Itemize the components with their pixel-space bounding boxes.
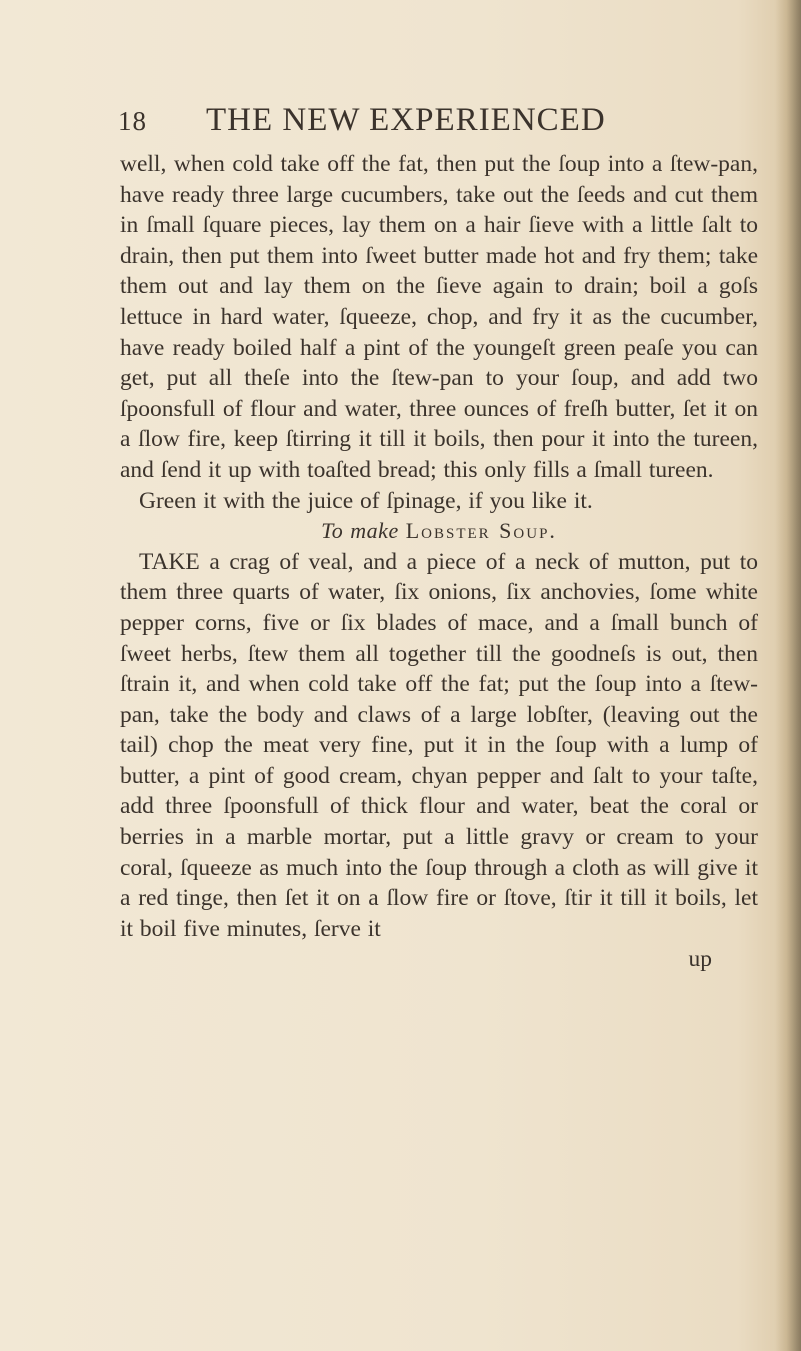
recipe-heading — [120, 516, 758, 547]
recipe-continuation-paragraph: well, when cold take off the fat, then put the ſoup into a ſtew-pan, have ready three large cucumbers, take out the ſeeds and cut them in ſmall ſquare pieces, lay them on a hair ſieve with a little ſalt to drain, then put them into ſweet butter made hot and fry them; take them out and lay them on the ſieve again to drain; boil a goſs lettuce in hard water, ſqueeze, chop, and fry it as the cucumber, have ready boiled half a pint of the youngeſt green peaſe you can get, put all theſe into the ſtew-pan to your ſoup, and add two ſpoonsfull of flour and water, three ounces of freſh butter, ſet it on a ſlow fire, keep ſtirring it till it boils, then pour it into the tureen, and ſend it up with toaſted bread; this only fills a ſmall tureen. — [120, 151, 758, 483]
recipe-heading-title: Lobster Soup. — [405, 518, 557, 544]
page-number: 18 — [118, 106, 147, 136]
body-text — [120, 149, 758, 975]
catchword: up — [688, 946, 712, 973]
recipe-note-paragraph: Green it with the juice of ſpinage, if you like it. — [139, 487, 593, 514]
running-head: THE NEW EXPERIENCED — [206, 102, 606, 138]
page-header — [118, 100, 658, 146]
recipe-heading-prefix: To make — [321, 518, 399, 544]
page-gutter-shadow — [775, 0, 801, 1351]
lobster-soup-paragraph: TAKE a crag of veal, and a piece of a neck of mutton, put to them three quarts of water, ſix onions, ſix anchovies, ſome white pepper corns, five or ſix blades of mace, and a ſmall bunch of ſweet herbs, ſtew them all together till the goodneſs is out, then ſtrain it, and when cold take off the fat; put the ſoup into a ſtew-pan, take the body and claws of a large lobſter, (leaving out the tail) chop the meat very fine, put it in the ſoup with a lump of butter, a pint of good cream, chyan pepper and ſalt to your taſte, add three ſpoonsfull of thick flour and water, beat the coral or berries in a marble mortar, put a little gravy or cream to your coral, ſqueeze as much into the ſoup through a cloth as will give it a red tinge, then ſet it on a ſlow fire or ſtove, ſtir it till it boils, let it boil five minutes, ſerve it — [120, 548, 758, 942]
